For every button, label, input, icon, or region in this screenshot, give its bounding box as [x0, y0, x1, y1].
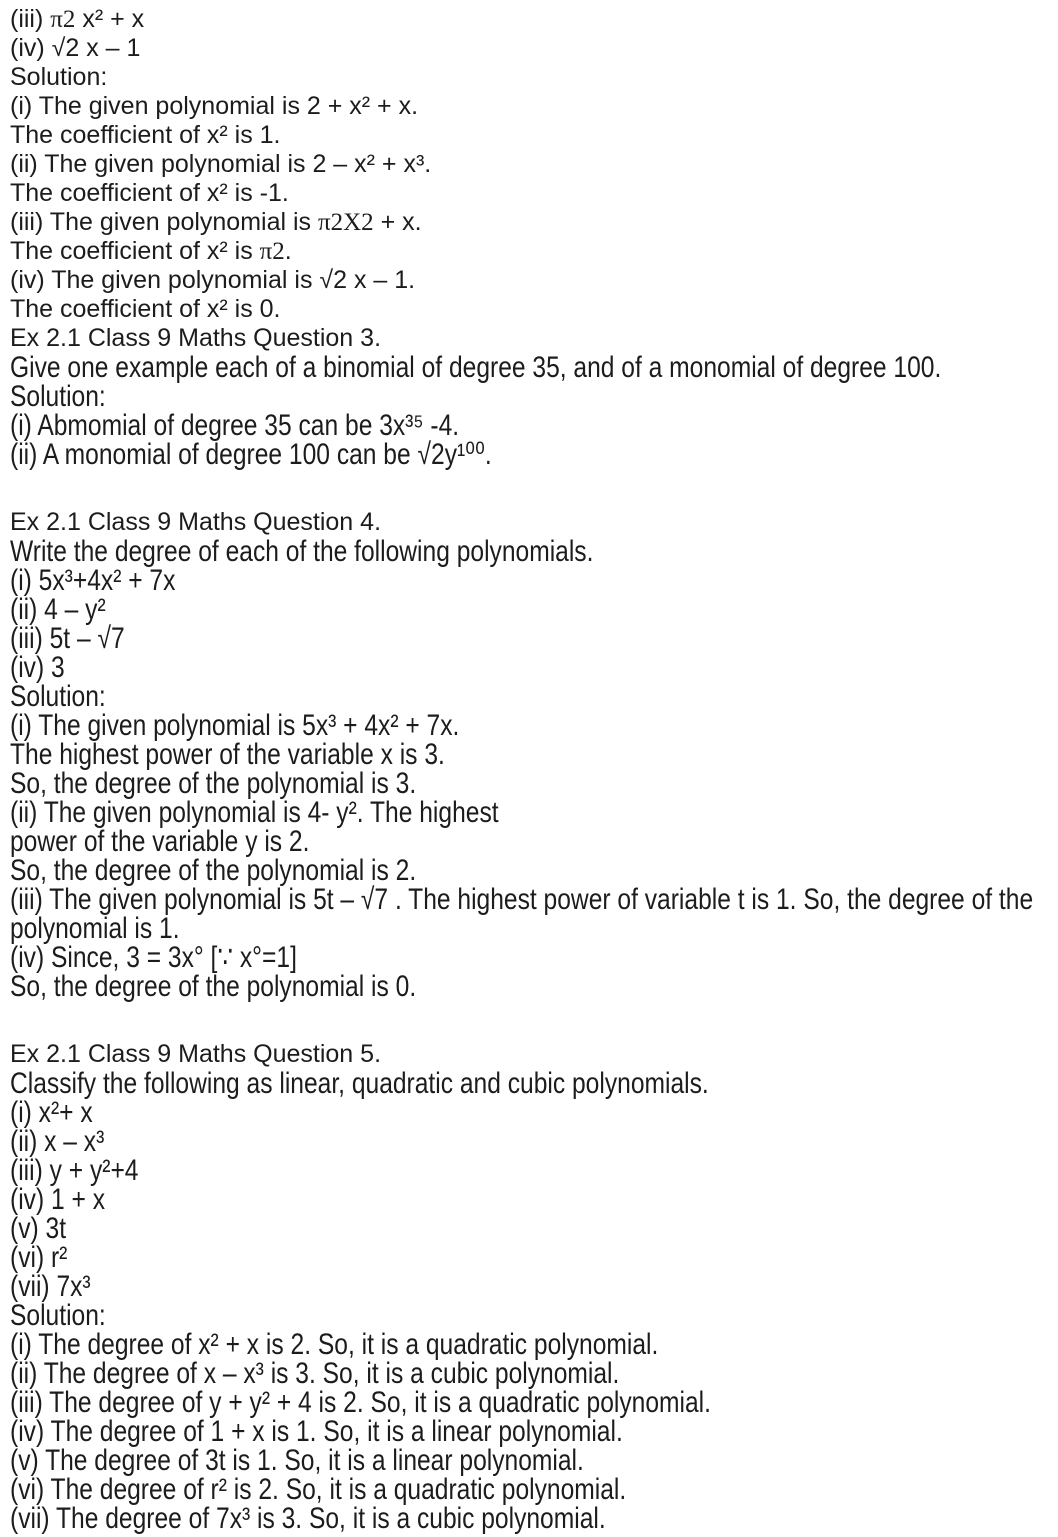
line-text: Solution:: [10, 380, 106, 413]
line-text: The coefficient of x² is 1.: [10, 121, 281, 149]
question-item: [10, 34, 1058, 63]
line-text: (ii) 4 – y²: [10, 593, 106, 626]
text-run: .: [284, 237, 292, 265]
question-heading: [10, 324, 1058, 353]
solution-line: [10, 885, 1058, 914]
line-text: (ii) A monomial of degree 100 can be √2y¹⁰⁰.: [10, 438, 492, 471]
question-item: [10, 595, 1058, 624]
solution-label: [10, 682, 1058, 711]
line-text: (iii) 5t – √7: [10, 622, 125, 655]
line-text: Write the degree of each of the following polynomials.: [10, 535, 594, 568]
question-text: [10, 1069, 1058, 1098]
math-serif-run: π2X2: [318, 209, 374, 236]
question-item: [10, 1214, 1058, 1243]
solution-line: [10, 972, 1058, 1001]
solution-line: [10, 740, 1058, 769]
line-text: (i) The degree of x² + x is 2. So, it is a quadratic polynomial.: [10, 1328, 659, 1361]
solution-line: [10, 121, 1058, 150]
question-heading: [10, 508, 1058, 537]
solution-line: [10, 1359, 1058, 1388]
line-text: The highest power of the variable x is 3.: [10, 738, 445, 771]
solution-line: [10, 1475, 1058, 1504]
document-body: [10, 5, 1058, 1533]
line-text: Solution:: [10, 1299, 106, 1332]
line-text: (vii) 7x³: [10, 1270, 91, 1303]
text-run: x² + x: [75, 5, 145, 33]
line-text: [10, 208, 422, 236]
solution-line: [10, 1330, 1058, 1359]
question-heading: [10, 1040, 1058, 1069]
line-text: (ii) The degree of x – x³ is 3. So, it is a cubic polynomial.: [10, 1357, 620, 1390]
line-text: The coefficient of x² is 0.: [10, 295, 281, 323]
text-run: The coefficient of x² is: [10, 237, 260, 265]
line-text: (vi) r²: [10, 1241, 68, 1274]
question-item: [10, 624, 1058, 653]
line-text: (iv) √2 x – 1: [10, 34, 141, 62]
solution-line: [10, 914, 1058, 943]
question-item: [10, 1185, 1058, 1214]
line-text: (i) 5x³+4x² + 7x: [10, 564, 176, 597]
solution-label: [10, 1301, 1058, 1330]
solution-line: [10, 208, 1058, 237]
line-text: Give one example each of a binomial of degree 35, and of a monomial of degree 100.: [10, 351, 942, 384]
question-item: [10, 1243, 1058, 1272]
line-text: [10, 237, 292, 265]
line-text: (i) The given polynomial is 5x³ + 4x² + 7x.: [10, 709, 460, 742]
line-text: (iii) The degree of y + y² + 4 is 2. So, it is a quadratic polynomial.: [10, 1386, 711, 1419]
line-text: Classify the following as linear, quadratic and cubic polynomials.: [10, 1067, 709, 1100]
solution-line: [10, 769, 1058, 798]
line-text: So, the degree of the polynomial is 0.: [10, 970, 417, 1003]
line-text: Solution:: [10, 680, 106, 713]
line-text: (vii) The degree of 7x³ is 3. So, it is a cubic polynomial.: [10, 1502, 606, 1535]
solution-label: [10, 63, 1058, 92]
line-text: (iv) 1 + x: [10, 1183, 106, 1216]
solution-line: [10, 856, 1058, 885]
line-text: (ii) x – x³: [10, 1125, 105, 1158]
line-text: (iii) The given polynomial is 5t – √7 . The highest power of variable t is 1. So, the degree of the: [10, 883, 1034, 916]
line-text: (vi) The degree of r² is 2. So, it is a quadratic polynomial.: [10, 1473, 627, 1506]
question-text: [10, 353, 1058, 382]
solution-line: [10, 711, 1058, 740]
line-text: (v) 3t: [10, 1212, 67, 1245]
line-text: (ii) The given polynomial is 2 – x² + x³.: [10, 150, 432, 178]
math-serif-run: π2: [259, 238, 285, 265]
text-run: (iii) The given polynomial is: [10, 208, 318, 236]
question-item: [10, 1098, 1058, 1127]
solution-line: [10, 266, 1058, 295]
question-item: [10, 653, 1058, 682]
line-text: (i) Abmomial of degree 35 can be 3x³⁵ -4.: [10, 409, 460, 442]
solution-line: [10, 440, 1058, 469]
question-item: [10, 5, 1058, 34]
line-text: [10, 5, 144, 33]
solution-line: [10, 1446, 1058, 1475]
line-text: So, the degree of the polynomial is 3.: [10, 767, 417, 800]
line-text: (ii) The given polynomial is 4- y². The highest: [10, 796, 499, 829]
text-run: (iii): [10, 5, 51, 33]
solution-line: [10, 92, 1058, 121]
line-text: (iv) The given polynomial is √2 x – 1.: [10, 266, 416, 294]
line-text: Ex 2.1 Class 9 Maths Question 3.: [10, 324, 382, 352]
solution-line: [10, 943, 1058, 972]
solution-line: [10, 1388, 1058, 1417]
solution-line: [10, 411, 1058, 440]
solution-line: [10, 237, 1058, 266]
line-text: power of the variable y is 2.: [10, 825, 310, 858]
solution-line: [10, 1504, 1058, 1533]
solution-line: [10, 150, 1058, 179]
line-text: Ex 2.1 Class 9 Maths Question 4.: [10, 508, 382, 536]
line-text: polynomial is 1.: [10, 912, 180, 945]
line-text: The coefficient of x² is -1.: [10, 179, 289, 207]
question-item: [10, 566, 1058, 595]
math-serif-run: π2: [50, 6, 76, 33]
solution-line: [10, 827, 1058, 856]
line-text: Ex 2.1 Class 9 Maths Question 5.: [10, 1040, 382, 1068]
line-text: (iii) y + y²+4: [10, 1154, 139, 1187]
solution-label: [10, 382, 1058, 411]
line-text: Solution:: [10, 63, 108, 91]
line-text: (i) The given polynomial is 2 + x² + x.: [10, 92, 419, 120]
line-text: (iv) 3: [10, 651, 65, 684]
question-item: [10, 1127, 1058, 1156]
line-text: (v) The degree of 3t is 1. So, it is a linear polynomial.: [10, 1444, 584, 1477]
question-text: [10, 537, 1058, 566]
question-item: [10, 1156, 1058, 1185]
line-text: (i) x²+ x: [10, 1096, 93, 1129]
solution-line: [10, 179, 1058, 208]
question-item: [10, 1272, 1058, 1301]
text-run: + x.: [373, 208, 422, 236]
solution-line: [10, 1417, 1058, 1446]
line-text: (iv) Since, 3 = 3x° [∵ x°=1]: [10, 941, 297, 974]
line-text: (iv) The degree of 1 + x is 1. So, it is a linear polynomial.: [10, 1415, 623, 1448]
solution-line: [10, 798, 1058, 827]
solution-line: [10, 295, 1058, 324]
line-text: So, the degree of the polynomial is 2.: [10, 854, 417, 887]
